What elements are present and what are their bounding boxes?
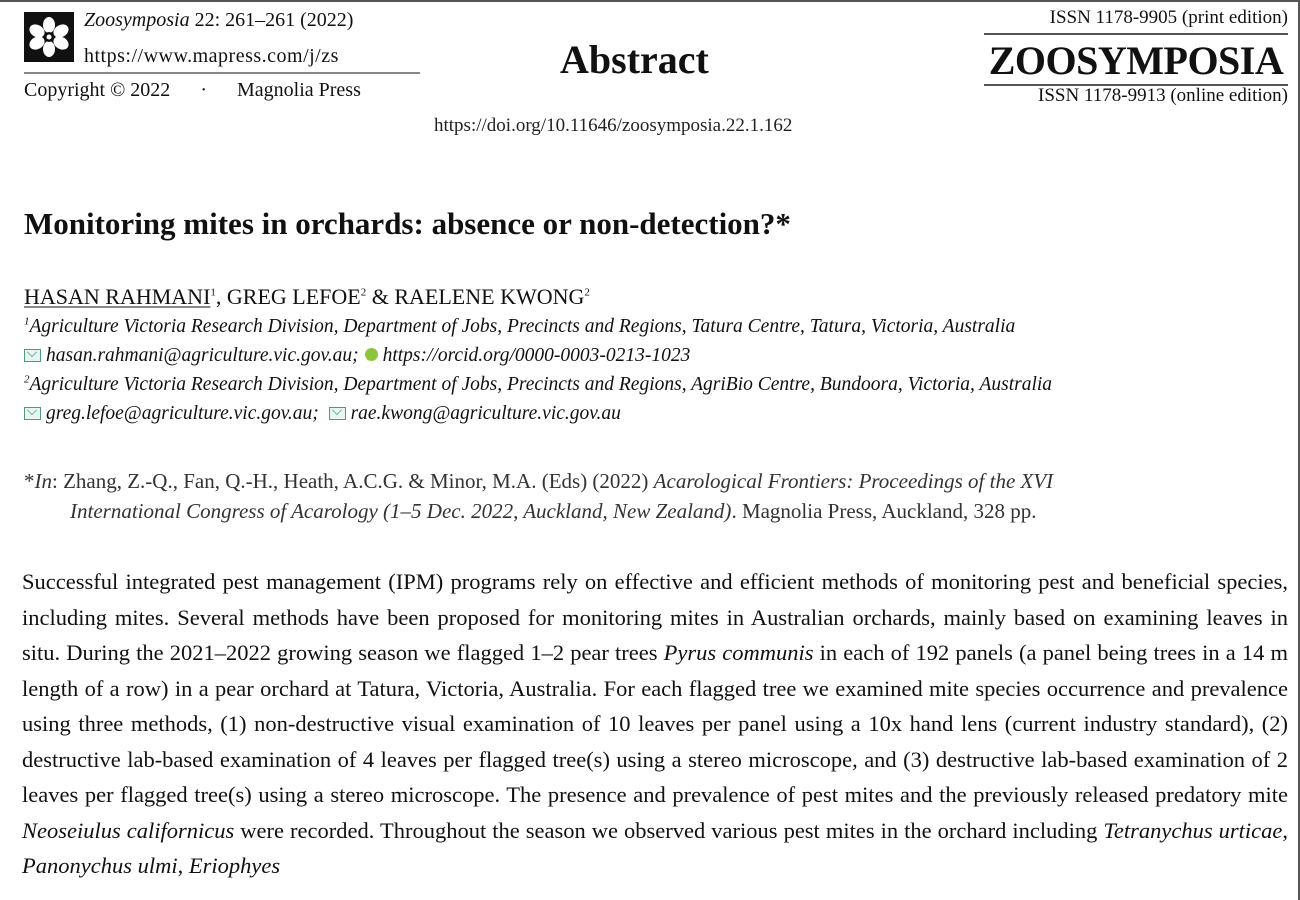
abstract-text: in each of 192 panels (a panel being trees in a 14 m length of a row) in a pear orchard at Tatura, Victoria, Australia. For each flagged tree we examined mite species occurrence and prevalence using three methods, (1) non-destructive visual examination of 10 leaves per panel using a 10x hand lens (current industry standard), (2) destructive lab-based examination of 4 leaves per flagged tree(s) using a stereo microscope, and (3) destructive lab-based examination of 2 leaves per flagged tree(s) using a stereo microscope. The presence and prevalence of pest mites and the previously released predatory mite bbox=[22, 640, 1289, 807]
citation-book-title-cont: International Congress of Acarology (1–5 Dec. 2022, Auckland, New Zealand) bbox=[70, 499, 732, 523]
affiliation-mark: 2 bbox=[24, 373, 30, 386]
copyright-separator: · bbox=[200, 79, 207, 101]
section-heading: Abstract bbox=[560, 37, 709, 82]
species-name: Neoseiulus californicus bbox=[22, 817, 235, 843]
orcid-icon bbox=[365, 348, 378, 361]
author-name: GREG LEFOE bbox=[226, 284, 361, 309]
email-icon bbox=[329, 407, 346, 420]
affiliation-text: Agriculture Victoria Research Division, Department of Jobs, Precincts and Regions, AgriBio Centre, Bundoora, Victoria, Australia bbox=[29, 374, 1053, 395]
publisher-name: Magnolia Press bbox=[236, 79, 361, 101]
journal-header bbox=[84, 8, 353, 68]
abstract-text: Successful integrated pest management (IPM) programs rely on effective and efficient methods of monitoring pest and beneficial species, including mites. Several methods have been proposed for monitoring mites in Australian orchards, mainly based on examining leaves in situ. During the 2021–2022 growing season we flagged 1–2 pear trees bbox=[22, 569, 1288, 665]
citation-tail: . Magnolia Press, Auckland, 328 pp. bbox=[731, 499, 1037, 523]
species-name: Tetranychus urticae bbox=[1103, 817, 1283, 843]
species-name: Pyrus communis bbox=[663, 640, 814, 665]
affiliation-mark: 1 bbox=[24, 315, 30, 328]
author-name: RAELENE KWONG bbox=[394, 284, 585, 309]
issn-online: ISSN 1178-9913 (online edition) bbox=[1038, 85, 1288, 106]
abstract-body bbox=[22, 564, 1288, 884]
abstract-text: , bbox=[177, 853, 189, 878]
article-title: Monitoring mites in orchards: absence or non-detection?* bbox=[24, 206, 791, 241]
issn-print: ISSN 1178-9905 (print edition) bbox=[1049, 7, 1288, 28]
abstract-paragraph bbox=[22, 564, 1288, 884]
copyright-line bbox=[24, 78, 361, 102]
orcid-link[interactable]: https://orcid.org/0000-0003-0213-1023 bbox=[382, 345, 691, 366]
journal-name: Zoosymposia bbox=[84, 9, 190, 31]
citation-editors: : Zhang, Z.-Q., Fan, Q.-H., Heath, A.C.G. & Minor, M.A. (Eds) (2022) bbox=[52, 469, 654, 493]
issn-divider-top bbox=[984, 33, 1288, 35]
email-icon bbox=[24, 349, 41, 362]
citation-star: * bbox=[24, 469, 35, 493]
species-name: Panonychus ulmi bbox=[22, 853, 178, 878]
email-link[interactable]: hasan.rahmani@agriculture.vic.gov.au; bbox=[46, 345, 359, 366]
author-list bbox=[24, 283, 590, 311]
author-separator: & bbox=[366, 284, 395, 309]
species-name: Eriophyes bbox=[188, 853, 281, 878]
contact-line-1 bbox=[24, 343, 690, 369]
copyright-text: Copyright © 2022 bbox=[24, 79, 171, 101]
citation-book-title: Acarological Frontiers: Proceedings of the XVI bbox=[653, 469, 1054, 493]
author-affiliation-mark: 1 bbox=[210, 286, 216, 299]
citation-in: In bbox=[34, 469, 52, 493]
journal-citation: 22: 261–261 (2022) bbox=[189, 9, 354, 31]
doi-link[interactable]: https://doi.org/10.11646/zoosymposia.22.1.162 bbox=[434, 115, 793, 136]
citation-line-2 bbox=[24, 496, 1286, 526]
abstract-text: , bbox=[1282, 817, 1288, 843]
journal-url-link[interactable]: https://www.mapress.com/j/zs bbox=[84, 45, 339, 67]
affiliation-2 bbox=[24, 372, 1052, 398]
author-name[interactable]: HASAN RAHMANI bbox=[24, 284, 211, 309]
affiliation-1 bbox=[24, 314, 1015, 340]
journal-logo-text: ZOOSYMPOSIA bbox=[988, 38, 1284, 83]
email-icon bbox=[24, 407, 41, 420]
abstract-text: were recorded. Throughout the season we observed various pest mites in the orchard including bbox=[234, 817, 1104, 843]
author-affiliation-mark: 2 bbox=[584, 286, 590, 299]
email-link[interactable]: rae.kwong@agriculture.vic.gov.au bbox=[350, 403, 621, 424]
author-affiliation-mark: 2 bbox=[360, 286, 367, 299]
email-link[interactable]: greg.lefoe@agriculture.vic.gov.au; bbox=[46, 403, 319, 424]
flower-logo-icon bbox=[24, 12, 74, 62]
header-divider bbox=[24, 72, 420, 74]
proceedings-citation bbox=[24, 466, 1286, 526]
author-separator: , bbox=[215, 284, 227, 309]
affiliation-text: Agriculture Victoria Research Division, Department of Jobs, Precincts and Regions, Tatura Centre, Tatura, Victoria, Australia bbox=[29, 316, 1016, 337]
contact-line-2 bbox=[24, 401, 621, 427]
